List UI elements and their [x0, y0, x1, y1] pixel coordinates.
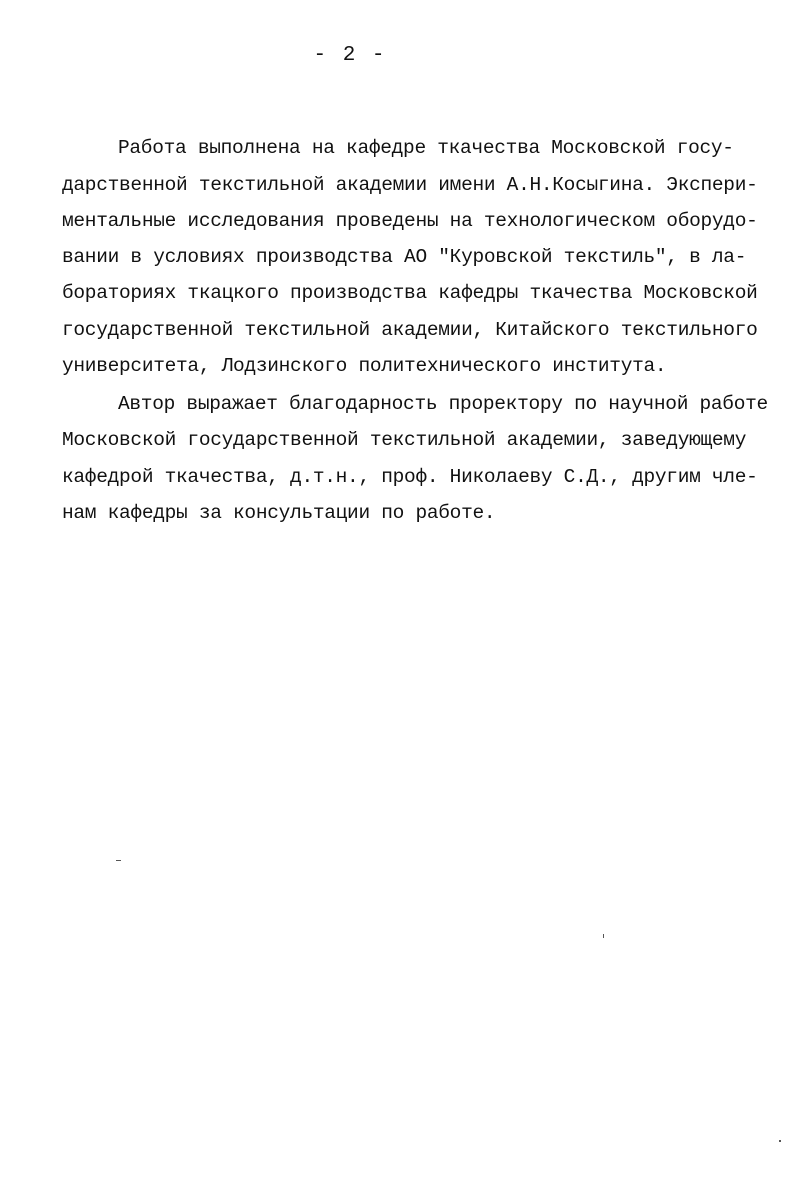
paragraph-1-line-5: бораториях ткацкого производства кафедры ткачества Московской	[62, 282, 758, 304]
paragraph-2-line-2: Московской государственной текстильной академии, заведующему	[62, 429, 747, 451]
paragraph-1-line-4: вании в условиях производства АО "Куровской текстиль", в ла-	[62, 246, 747, 268]
paragraph-2-line-4: нам кафедры за консультации по работе.	[62, 502, 496, 524]
paragraph-2-line-3: кафедрой ткачества, д.т.н., проф. Николаеву С.Д., другим чле-	[62, 466, 758, 488]
paragraph-1-line-6: государственной текстильной академии, Китайского текстильного	[62, 319, 758, 341]
scan-speck	[779, 1140, 781, 1142]
paragraph-1-line-7: университета, Лодзинского политехнического института.	[62, 355, 667, 377]
paragraph-1-line-3: ментальные исследования проведены на технологическом оборудо-	[62, 210, 758, 232]
paragraph-1-line-1: Работа выполнена на кафедре ткачества Московской госу-	[118, 137, 734, 159]
scan-speck	[116, 860, 121, 861]
scan-speck	[603, 934, 604, 938]
paragraph-2-line-1: Автор выражает благодарность проректору по научной работе	[118, 393, 768, 415]
paragraph-1-line-2: дарственной текстильной академии имени А.Н.Косыгина. Экспери-	[62, 174, 758, 196]
page-number: - 2 -	[313, 44, 387, 67]
